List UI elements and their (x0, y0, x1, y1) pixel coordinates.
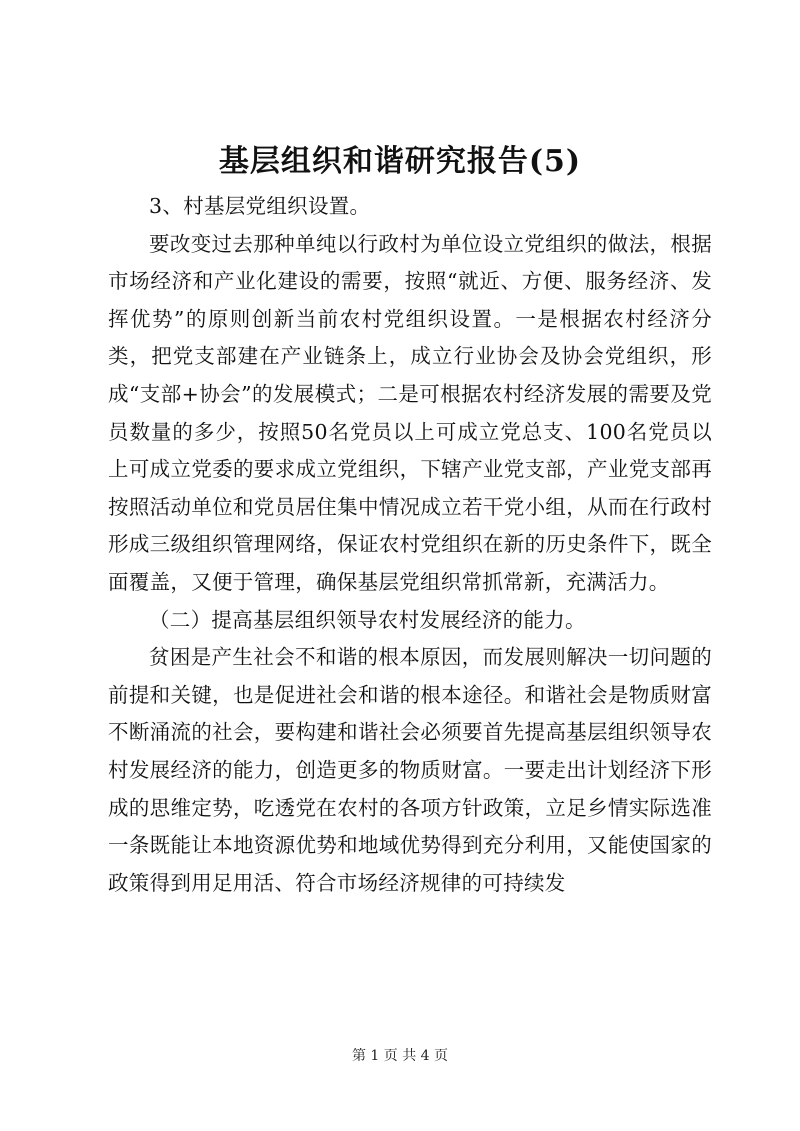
page-number-footer: 第 1 页 共 4 页 (351, 1048, 449, 1064)
paragraph-subsection-heading: （二）提高基层组织领导农村发展经济的能力。 (149, 607, 586, 632)
paragraph-body: 贫困是产生社会不和谐的根本原因，而发展则解决一切问题的前提和关键，也是促进社会和谐的根本途径。和谐社会是物质财富不断涌流的社会，要构建和谐社会必须要首先提高基层组织领导农村发展经济的能力，创造更多的物质财富。一要走出计划经济下形成的思维定势，吃透党在农村的各项方针政策，立足乡情实际选准一条既能让本地资源优势和地域优势得到充分利用，又能使国家的政策得到用足用活、符合市场经济规律的可持续发 (108, 645, 712, 895)
paragraph-section-heading: 3、村基层党组织设置。 (149, 194, 371, 218)
paragraph-body: 要改变过去那种单纯以行政村为单位设立党组织的做法，根据市场经济和产业化建设的需要，按照“就近、方便、服务经济、发挥优势”的原则创新当前农村党组织设置。一是根据农村经济分类，把党支部建在产业链条上，成立行业协会及协会党组织，形成“支部+协会”的发展模式；二是可根据农村经济发展的需要及党员数量的多少，按照50名党员以上可成立党总支、100名党员以上可成立党委的要求成立党组织，下辖产业党支部，产业党支部再按照活动单位和党员居住集中情况成立若干党小组，从而在行政村形成三级组织管理网络，保证农村党组织在新的历史条件下，既全面覆盖，又便于管理，确保基层党组织常抓常新，充满活力。 (108, 231, 712, 594)
document-title: 基层组织和谐研究报告(5) (218, 144, 582, 179)
document-body (108, 188, 712, 902)
